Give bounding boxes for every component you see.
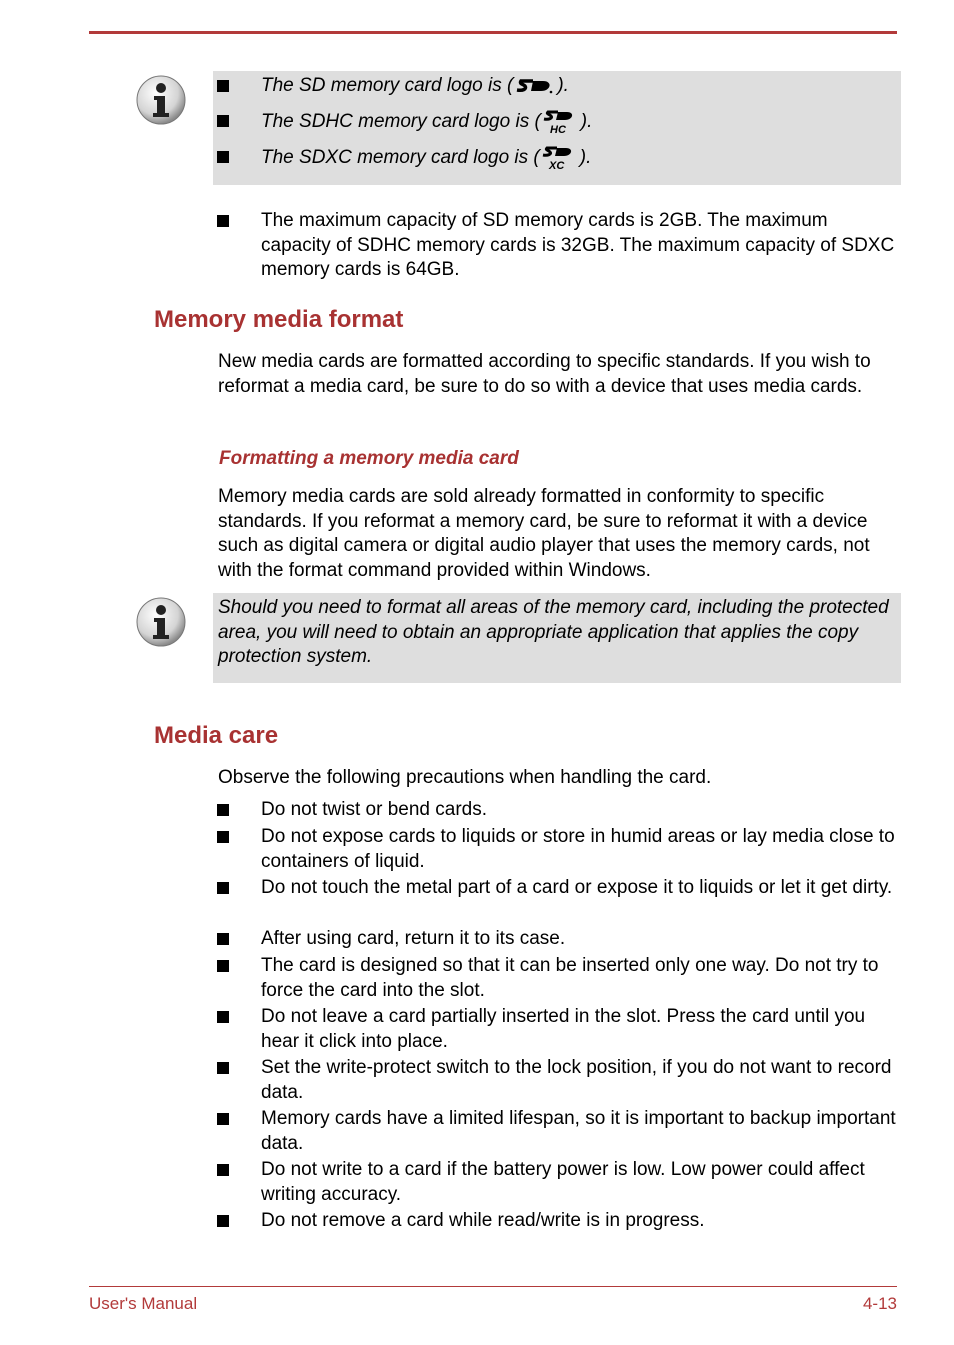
care-bullet-text: Memory cards have a limited lifespan, so it is important to backup important data. — [261, 1108, 896, 1154]
header-rule — [89, 31, 897, 34]
care-bullet-text: Do not touch the metal part of a card or expose it to liquids or let it get dirty. — [261, 877, 893, 898]
bullet-square — [217, 1062, 229, 1074]
care-bullet-text: Set the write-protect switch to the lock position, if you do not want to record data. — [261, 1057, 892, 1103]
section-heading-memory-media-format: Memory media format — [154, 306, 404, 333]
sdhc-logo-icon — [541, 109, 581, 135]
note-logo-text: The SD memory card logo is ( — [261, 75, 514, 96]
care-bullet-text: The card is designed so that it can be inserted only one way. Do not try to force the card into the slot. — [261, 955, 879, 1001]
svg-text:XC: XC — [548, 160, 565, 171]
note-logo-text: The SDXC memory card logo is ( — [261, 147, 540, 169]
bullet-square — [217, 1215, 229, 1227]
bullet-square — [217, 80, 229, 92]
footer-rule — [89, 1286, 897, 1287]
care-bullet-text: After using card, return it to its case. — [261, 928, 566, 949]
care-bullet-text: Do not leave a card partially inserted in the slot. Press the card until you hear it click into place. — [261, 1006, 866, 1052]
care-bullet-text: Do not expose cards to liquids or store in humid areas or lay media close to containers of liquid. — [261, 826, 895, 872]
info-icon — [135, 596, 187, 648]
care-intro: Observe the following precautions when handling the card. — [218, 767, 712, 788]
bullet-square — [217, 115, 229, 127]
bullet-square — [217, 1113, 229, 1125]
svg-text:HC: HC — [549, 124, 566, 135]
bullet-square — [217, 960, 229, 972]
bullet-square — [217, 1011, 229, 1023]
sd-logo-icon — [513, 76, 557, 96]
bullet-square — [217, 151, 229, 163]
capacity-text: The maximum capacity of SD memory cards is 2GB. The maximum capacity of SDHC memory cards is 32GB. The maximum capacity of SDXC memory cards is 64GB. — [261, 210, 895, 280]
bullet-square — [217, 831, 229, 843]
note-logo-text: The SDHC memory card logo is ( — [261, 111, 541, 133]
format-intro: New media cards are formatted according to specific standards. If you wish to reformat a media card, be sure to do so with a device that uses media cards. — [218, 351, 871, 397]
section-heading-media-care: Media care — [154, 722, 279, 749]
care-bullet-text: Do not twist or bend cards. — [261, 799, 487, 820]
bullet-square — [217, 804, 229, 816]
sdxc-logo-icon — [540, 145, 580, 171]
footer-manual-title: User's Manual — [89, 1294, 198, 1313]
format-note-text: Should you need to format all areas of the memory card, including the protected area, you will need to obtain an appropriate application that applies the copy protection system. — [218, 597, 889, 667]
care-bullet-text: Do not write to a card if the battery power is low. Low power could affect writing accuracy. — [261, 1159, 865, 1205]
format-body: Memory media cards are sold already formatted in conformity to specific standards. If you reformat a memory card, be sure to reformat it with a device such as digital camera or digital audio player that uses the memory cards, not with the format command provided within Windows. — [218, 486, 870, 581]
bullet-square — [217, 215, 229, 227]
bullet-square — [217, 882, 229, 894]
info-icon — [135, 74, 187, 126]
footer-page-number: 4-13 — [862, 1294, 897, 1313]
care-bullet-text: Do not remove a card while read/write is in progress. — [261, 1210, 705, 1231]
bullet-square — [217, 933, 229, 945]
bullet-square — [217, 1164, 229, 1176]
subheading-formatting: Formatting a memory media card — [219, 448, 519, 469]
